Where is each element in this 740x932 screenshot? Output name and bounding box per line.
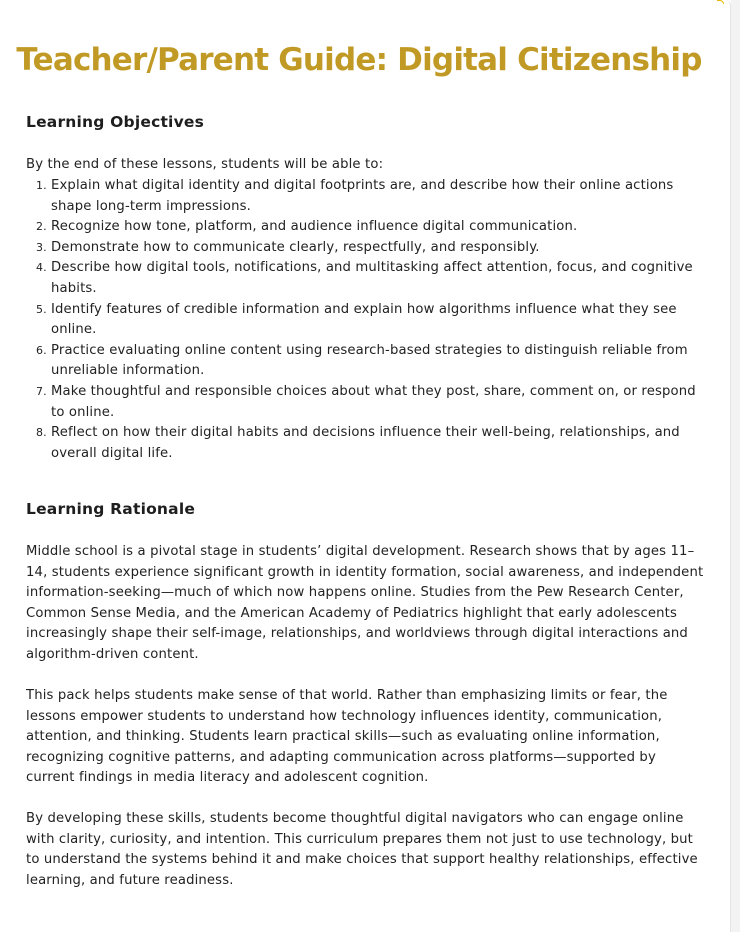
objective-text: Make thoughtful and responsible choices about what they post, share, comment on, or respond to online. (51, 383, 696, 420)
rationale-heading: Learning Rationale (26, 500, 196, 518)
objective-text: Recognize how tone, platform, and audience influence digital communication. (51, 219, 578, 235)
page-gutter (731, 0, 740, 932)
objective-number: 4. (36, 261, 47, 275)
rationale-paragraph: By developing these skills, students become thoughtful digital navigators who can engage online with clarity, curiosity, and intention. This curriculum prepares them not just to use technology, but to understand the systems behind it and make choices that support healthy relationships, effective learning, and future readiness. (26, 811, 698, 888)
objective-item (36, 382, 711, 423)
objectives-heading: Learning Objectives (26, 113, 205, 131)
objective-item (36, 258, 711, 299)
objective-item (36, 300, 711, 341)
objective-number: 3. (36, 240, 47, 254)
objective-text: Reflect on how their digital habits and decisions influence their well-being, relationships, and overall digital life. (51, 425, 680, 461)
page-title: Teacher/Parent Guide: Digital Citizenship (16, 42, 702, 78)
objective-text: Explain what digital identity and digital footprints are, and describe how their online actions shape long-term impressions. (51, 178, 674, 214)
objective-text: Practice evaluating online content using research-based strategies to distinguish reliable from unreliable information. (51, 342, 688, 379)
objective-item (36, 341, 711, 382)
objective-number: 6. (36, 343, 47, 357)
objective-number: 5. (36, 302, 47, 316)
objective-number: 7. (36, 384, 47, 398)
objective-item (36, 176, 711, 217)
objective-item (36, 217, 711, 238)
objective-number: 1. (36, 179, 47, 192)
objective-item (36, 423, 711, 464)
objective-item (36, 238, 711, 259)
objective-text: Identify features of credible information and explain how algorithms influence what they see online. (51, 301, 677, 338)
objective-text: Describe how digital tools, notifications, and multitasking affect attention, focus, and cognitive habits. (51, 260, 693, 296)
objectives-list (36, 176, 711, 464)
rationale-paragraph: Middle school is a pivotal stage in students’ digital development. Research shows that by ages 11–14, students experience significant growth in identity formation, social awareness, and independent information-seeking—much of which now happens online. Studies from the Pew Research Center, Common Sense Media, and the American Academy of Pediatrics highlight that early adolescents increasingly shape their self-image, relationships, and worldviews through digital interactions and algorithm-driven content. (26, 544, 704, 662)
rationale-paragraph: This pack helps students make sense of that world. Rather than emphasizing limits or fear, the lessons empower students to understand how technology influences identity, communication, attention, and thinking. Students learn practical skills—such as evaluating online information, recognizing cognitive patterns, and adapting communication across platforms—supported by current findings in media literacy and adolescent cognition. (26, 688, 668, 786)
objective-number: 2. (36, 220, 47, 234)
page-corner-accent (717, 0, 724, 4)
objective-text: Demonstrate how to communicate clearly, respectfully, and responsibly. (51, 239, 540, 255)
objectives-intro: By the end of these lessons, students will be able to: (26, 157, 384, 172)
objective-number: 8. (36, 426, 47, 440)
